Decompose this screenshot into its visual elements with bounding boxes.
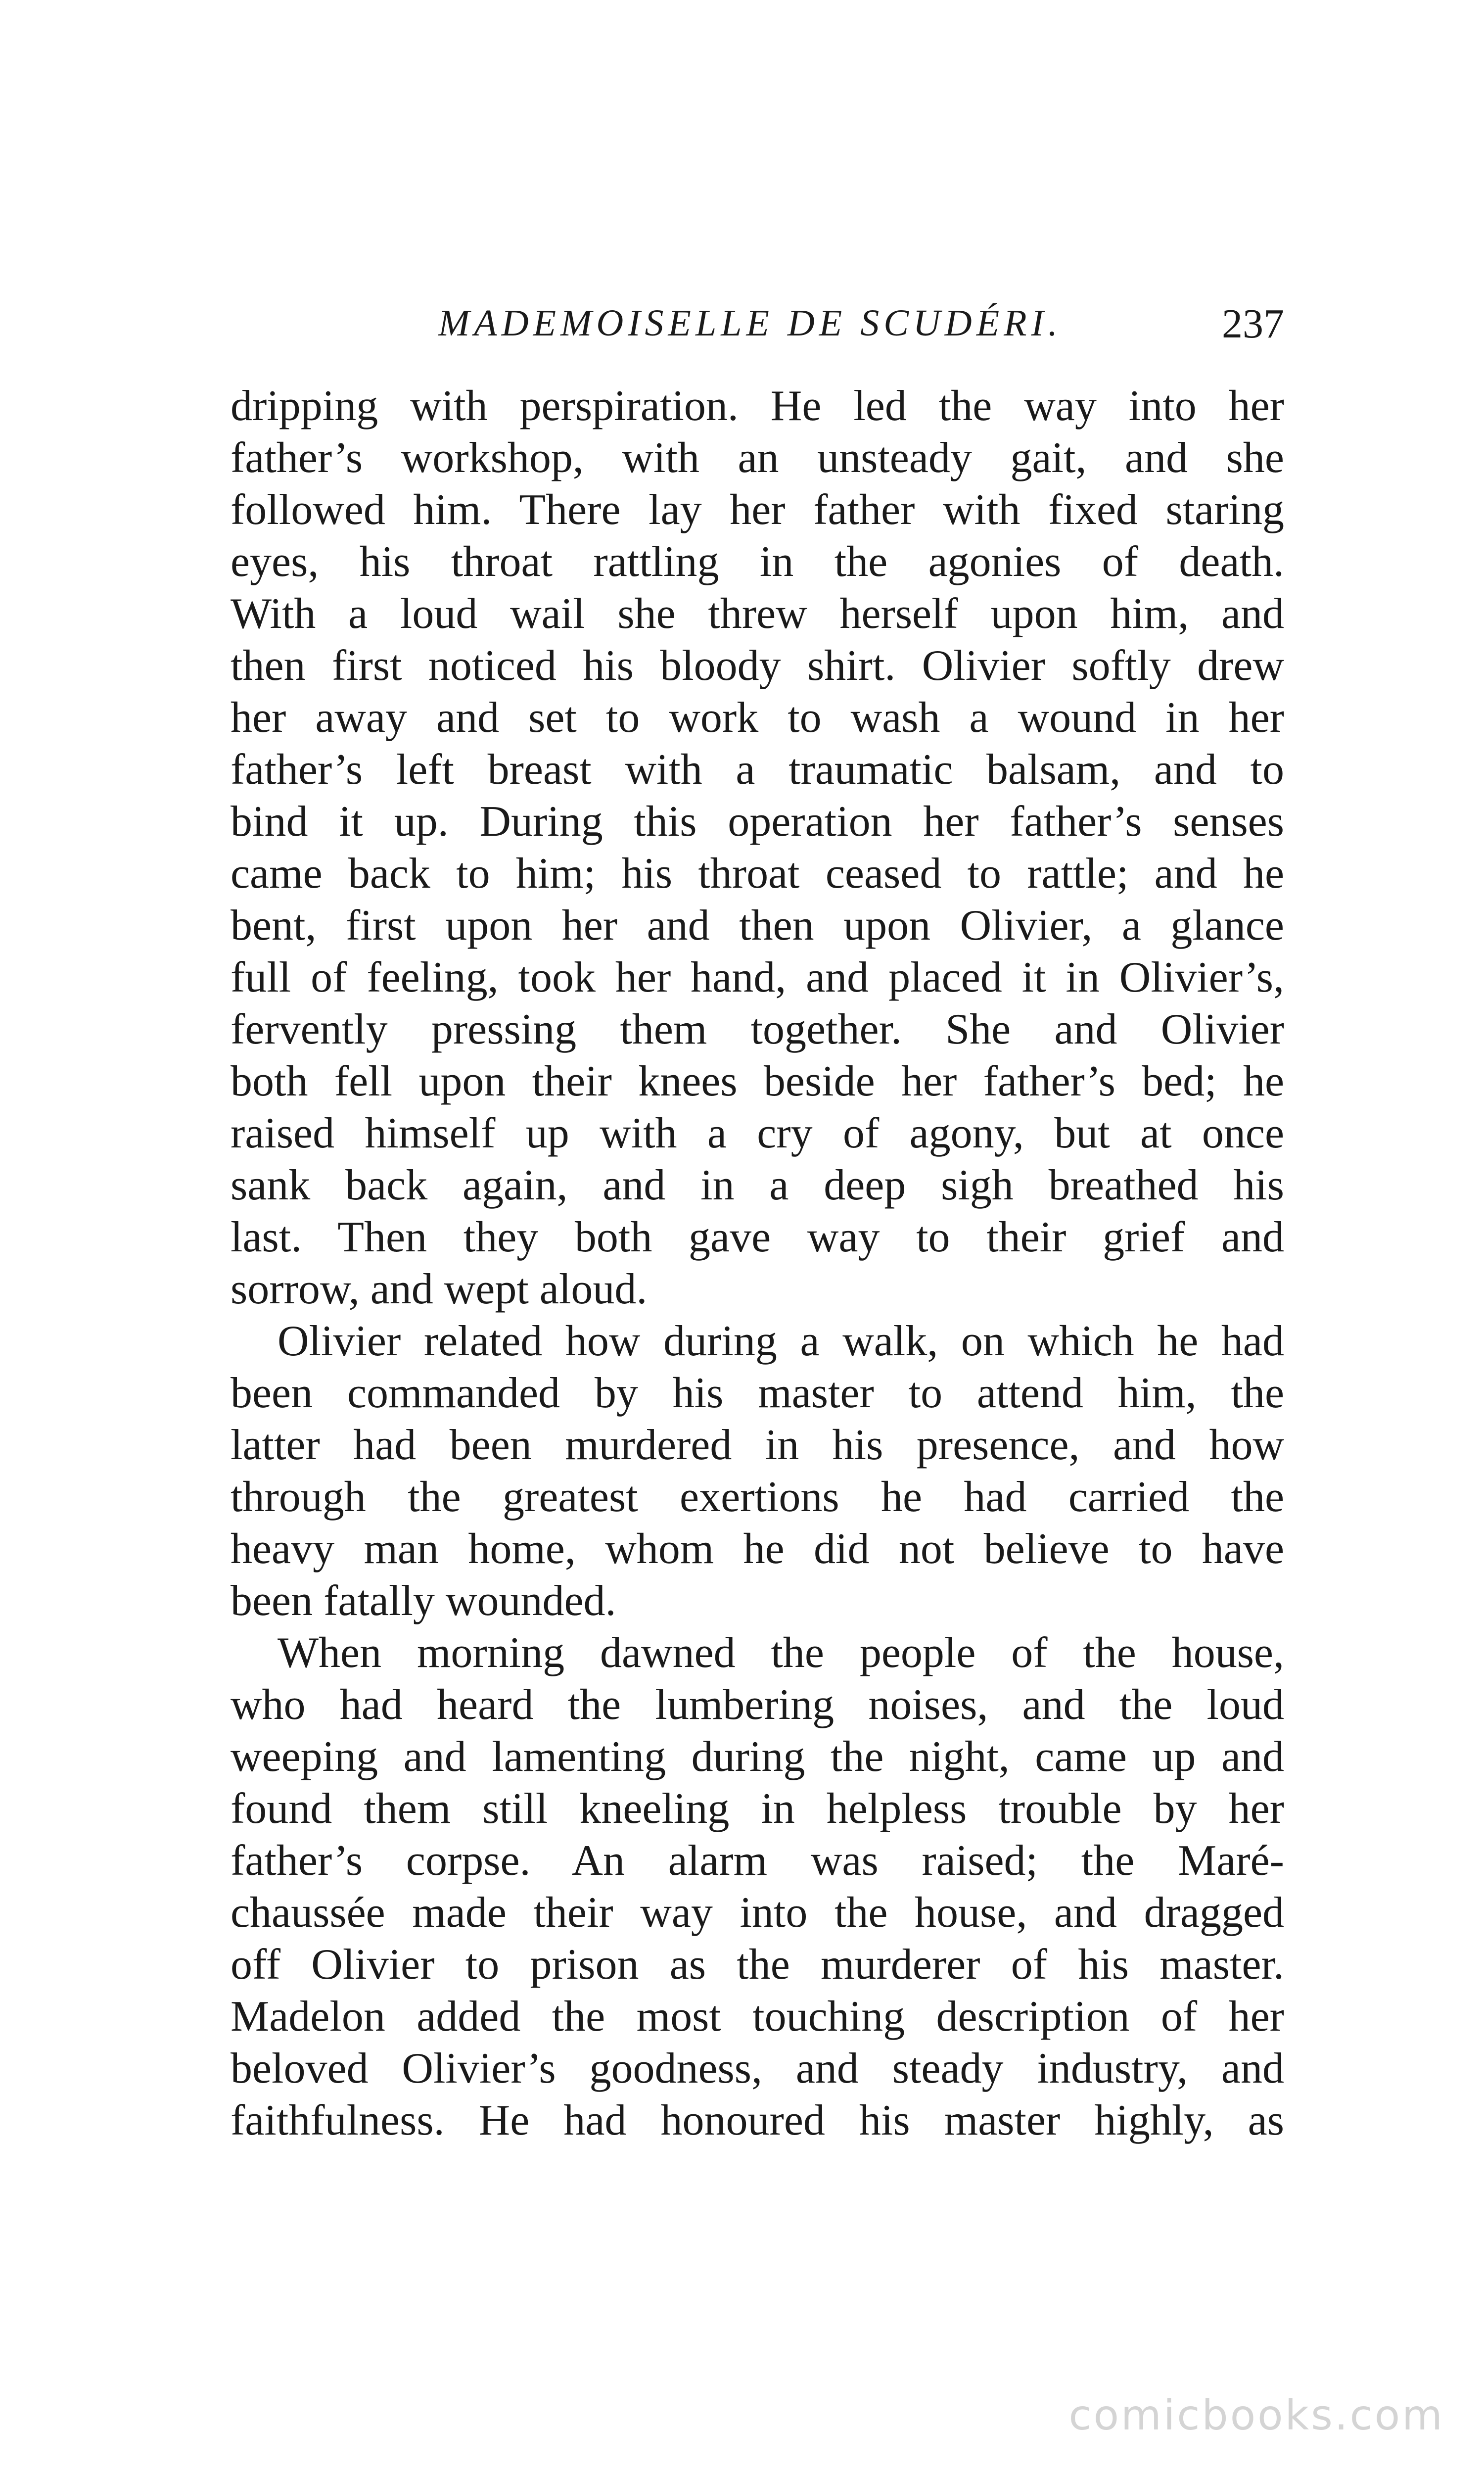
text-line: Olivier related how during a walk, on which he had (278, 1317, 1284, 1365)
text-line: father’s corpse. An alarm was raised; the Maré- (231, 1837, 1284, 1885)
text-line: sank back again, and in a deep sigh breathed his (231, 1161, 1284, 1209)
text-line: raised himself up with a cry of agony, but at once (231, 1109, 1284, 1157)
text-line: father’s left breast with a traumatic balsam, and to (231, 746, 1284, 794)
paragraph-3 (231, 1627, 1284, 2146)
page-number: 237 (1222, 301, 1284, 347)
body-text (231, 380, 1284, 2146)
text-line: faithfulness. He had honoured his master highly, as (231, 2096, 1284, 2144)
text-line: then first noticed his bloody shirt. Olivier softly drew (231, 642, 1284, 690)
text-line: heavy man home, whom he did not believe to have (231, 1525, 1284, 1573)
text-line: latter had been murdered in his presence, and how (231, 1421, 1284, 1469)
text-line: who had heard the lumbering noises, and the loud (231, 1681, 1284, 1729)
text-line: With a loud wail she threw herself upon him, and (231, 590, 1284, 638)
text-line: found them still kneeling in helpless trouble by her (231, 1785, 1284, 1833)
text-line: been fatally wounded. (231, 1577, 616, 1625)
paragraph-1 (231, 380, 1284, 1315)
text-line: bind it up. During this operation her father’s senses (231, 798, 1284, 846)
text-line: When morning dawned the people of the house, (278, 1629, 1284, 1677)
text-line: chaussée made their way into the house, and dragged (231, 1889, 1284, 1937)
text-line: both fell upon their knees beside her father’s bed; he (231, 1057, 1284, 1105)
text-line: bent, first upon her and then upon Olivier, a glance (231, 902, 1284, 950)
text-line: off Olivier to prison as the murderer of his master. (231, 1941, 1284, 1989)
text-line: sorrow, and wept aloud. (231, 1265, 648, 1313)
text-line: last. Then they both gave way to their grief and (231, 1213, 1284, 1261)
text-line: weeping and lamenting during the night, came up and (231, 1733, 1284, 1781)
running-head (231, 297, 1284, 351)
text-line: eyes, his throat rattling in the agonies of death. (231, 538, 1284, 586)
text-line: been commanded by his master to attend him, the (231, 1369, 1284, 1417)
text-line: came back to him; his throat ceased to rattle; and he (231, 850, 1284, 898)
running-title: MADEMOISELLE DE SCUDÉRI. (438, 302, 1062, 344)
text-line: beloved Olivier’s goodness, and steady industry, and (231, 2045, 1284, 2093)
text-line: dripping with perspiration. He led the way into her (231, 382, 1284, 430)
text-line: followed him. There lay her father with fixed staring (231, 486, 1284, 534)
text-line: fervently pressing them together. She and Olivier (231, 1005, 1284, 1053)
paragraph-2 (231, 1315, 1284, 1627)
text-line: through the greatest exertions he had carried the (231, 1473, 1284, 1521)
text-line: father’s workshop, with an unsteady gait, and she (231, 434, 1284, 482)
text-line: full of feeling, took her hand, and placed it in Olivier’s, (231, 953, 1284, 1001)
text-line: her away and set to work to wash a wound in her (231, 694, 1284, 742)
text-line: Madelon added the most touching description of her (231, 1993, 1284, 2041)
watermark: comicbooks.com (1068, 2391, 1444, 2439)
